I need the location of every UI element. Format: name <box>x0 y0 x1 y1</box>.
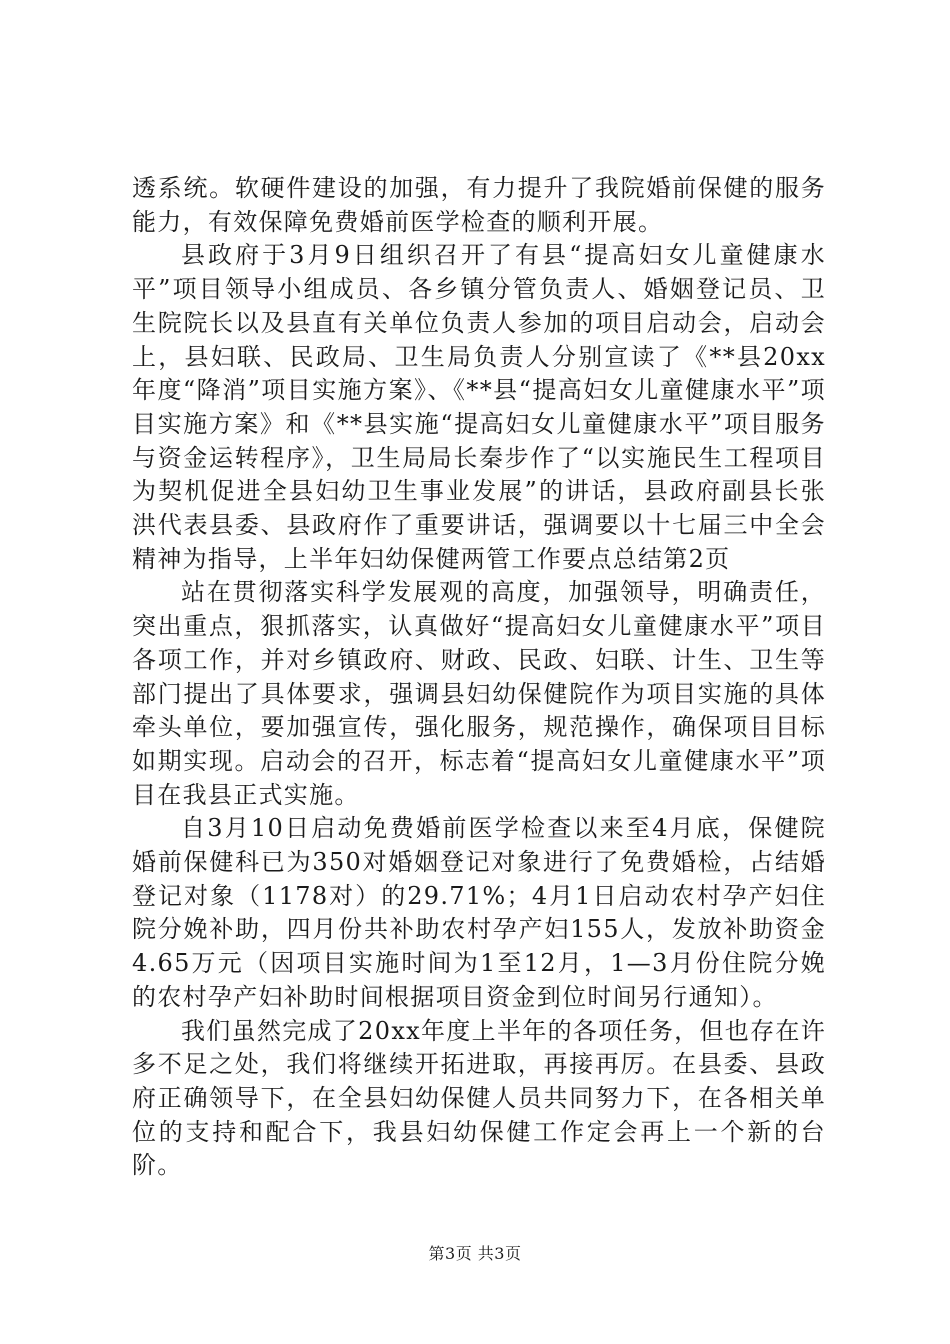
paragraph-5: 我们虽然完成了20xx年度上半年的各项任务，但也存在许多不足之处，我们将继续开拓进取，再接再厉。在县委、县政府正确领导下，在全县妇幼保健人员共同努力下，在各相关单位的支持和配合下，我县妇幼保健工作定会再上一个新的台阶。 <box>132 1016 826 1180</box>
paragraph-1: 透系统。软硬件建设的加强，有力提升了我院婚前保健的服务能力，有效保障免费婚前医学检查的顺利开展。 <box>132 174 826 236</box>
paragraph-2: 县政府于3月9日组织召开了有县“提高妇女儿童健康水平”项目领导小组成员、各乡镇分管负责人、婚姻登记员、卫生院院长以及县直有关单位负责人参加的项目启动会，启动会上，县妇联、民政局、卫生局负责人分别宣读了《**县20xx年度“降消”项目实施方案》、《**县“提高妇女儿童健康水平”项目实施方案》和《**县实施“提高妇女儿童健康水平”项目服务与资金运转程序》，卫生局局长秦步作了“以实施民生工程项目为契机促进全县妇幼卫生事业发展”的讲话，县政府副县长张洪代表县委、县政府作了重要讲话，强调要以十七届三中全会精神为指导，上半年妇幼保健两管工作要点总结第2页 <box>132 241 826 573</box>
paragraph-4: 自3月10日启动免费婚前医学检查以来至4月底，保健院婚前保健科已为350对婚姻登记对象进行了免费婚检，占结婚登记对象（1178对）的29.71%；4月1日启动农村孕产妇住院分娩补助，四月份共补助农村孕产妇155人，发放补助资金4.65万元（因项目实施时间为1至12月，1—3月份住院分娩的农村孕产妇补助时间根据项目资金到位时间另行通知）。 <box>132 814 826 1011</box>
document-body <box>132 172 826 1183</box>
paragraph-3: 站在贯彻落实科学发展观的高度，加强领导，明确责任，突出重点，狠抓落实，认真做好“提高妇女儿童健康水平”项目各项工作，并对乡镇政府、财政、民政、妇联、计生、卫生等部门提出了具体要求，强调县妇幼保健院作为项目实施的具体牵头单位，要加强宣传，强化服务，规范操作，确保项目目标如期实现。启动会的召开，标志着“提高妇女儿童健康水平”项目在我县正式实施。 <box>132 578 826 809</box>
page-footer: 第3页 共3页 <box>428 1244 522 1263</box>
